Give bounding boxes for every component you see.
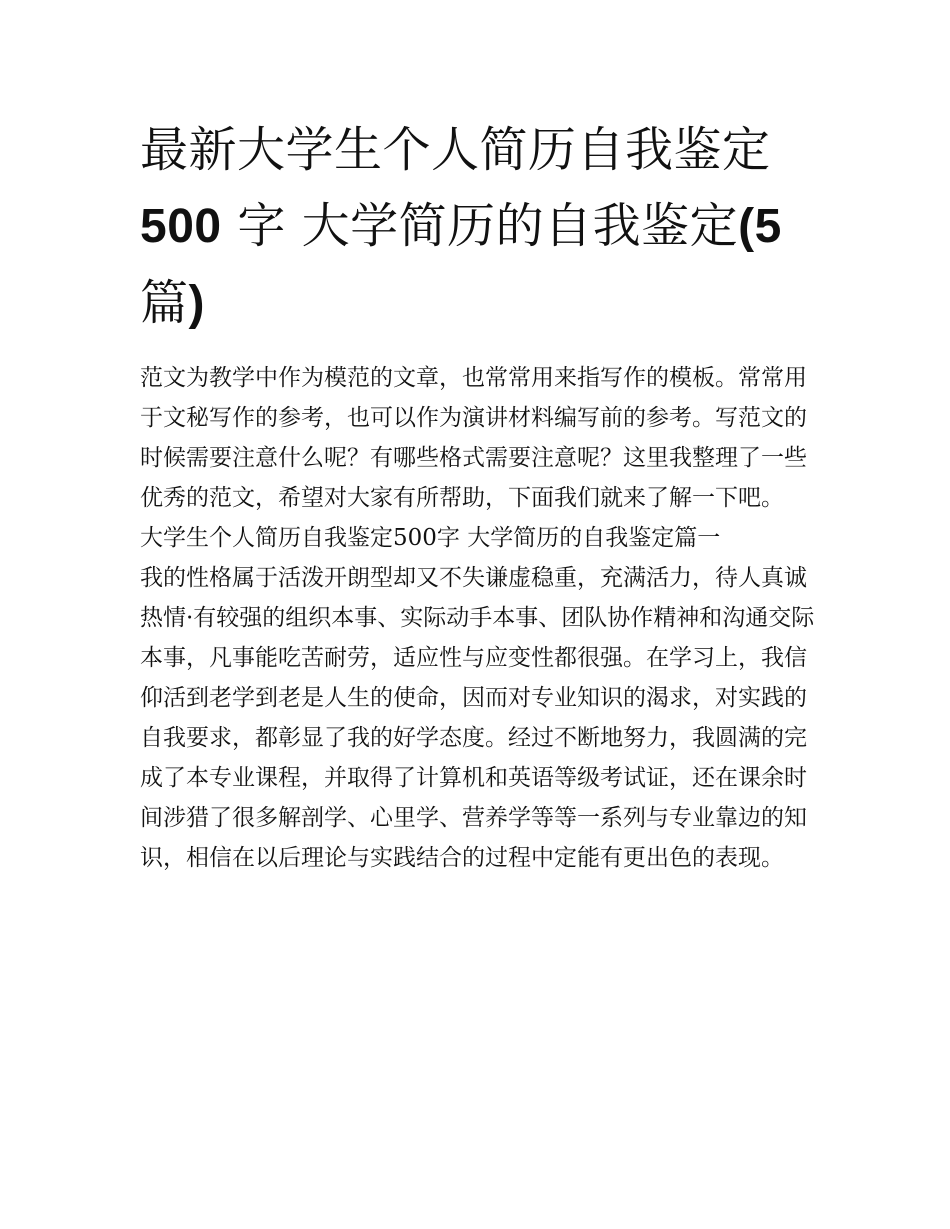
title-text-part-1: 最新大学生个人简历自我鉴定	[140, 122, 771, 178]
body-paragraph-1: 我的性格属于活泼开朗型却又不失谦虚稳重，充满活力，待人真诚热情·有较强的组织本事、实际动手本事、团队协作精神和沟通交际本事，凡事能吃苦耐劳，适应性与应变性都很强。在学习上，我信仰活到老学到老是人生的使命，因而对专业知识的渴求，对实践的自我要求，都彰显了我的好学态度。经过不断地努力，我圆满的完成了本专业课程，并取得了计算机和英语等级考试证，还在课余时间涉猎了很多解剖学、心里学、营养学等等一系列与专业靠边的知识，相信在以后理论与实践结合的过程中定能有更出色的表现。	[140, 565, 815, 871]
title-closing-paren: )	[188, 277, 205, 330]
document-title	[140, 112, 815, 342]
title-text-part-2: 字 大学简历的自我鉴定	[221, 198, 739, 254]
title-number-5: (5	[738, 200, 782, 253]
document-page	[140, 112, 815, 878]
title-text-part-3: 篇	[140, 275, 189, 331]
title-number-500: 500	[140, 200, 222, 253]
section-heading: 大学生个人简历自我鉴定500字 大学简历的自我鉴定篇一	[140, 525, 721, 551]
document-body	[140, 358, 815, 878]
intro-paragraph: 范文为教学中作为模范的文章，也常常用来指写作的模板。常常用于文秘写作的参考，也可以作为演讲材料编写前的参考。写范文的时候需要注意什么呢？有哪些格式需要注意呢？这里我整理了一些优秀的范文，希望对大家有所帮助，下面我们就来了解一下吧。	[140, 365, 807, 511]
